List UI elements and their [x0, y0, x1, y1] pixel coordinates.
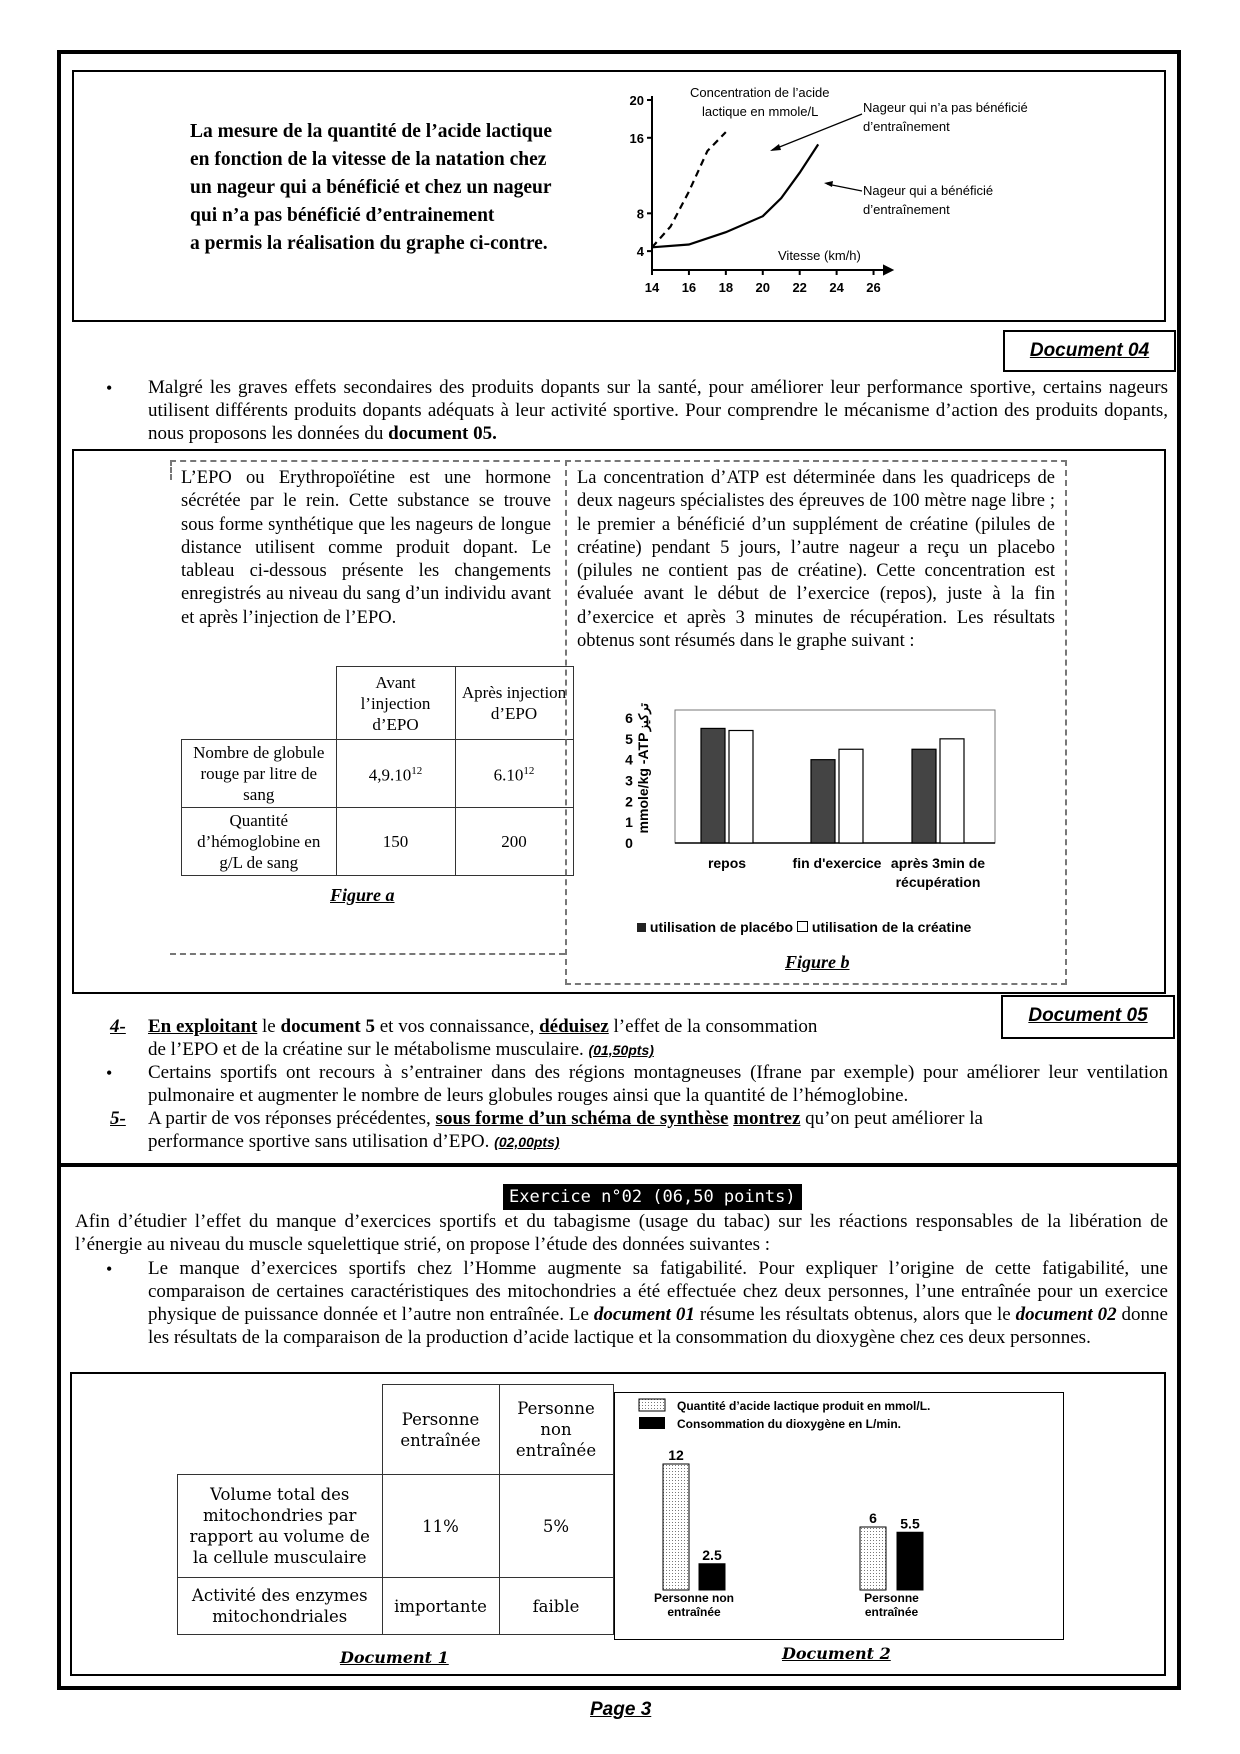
- annotation-arrowhead: [824, 181, 833, 187]
- y-tick-label: 6: [625, 710, 633, 726]
- fig-a-divider-bottom: [170, 953, 565, 955]
- series-line: [652, 144, 818, 247]
- y-axis-label: mmole/kg -ATP: [635, 732, 651, 834]
- bar-value-label: 6: [869, 1510, 877, 1526]
- bar: [663, 1464, 689, 1590]
- fig-a-caption: Figure a: [330, 885, 395, 905]
- row-label-enzymes: Activité des enzymes mitochondriales: [178, 1578, 383, 1635]
- lactic-acid-line-chart: [629, 85, 1028, 316]
- doc4-line: un nageur qui a bénéficié et chez un nageur: [190, 177, 552, 198]
- fig-b-legend: [637, 919, 971, 935]
- y-tick-label: 5: [625, 730, 633, 747]
- section-separator: [61, 1163, 1177, 1167]
- atp-bar-chart: [615, 695, 1015, 920]
- legend-swatch-creatine: [797, 921, 808, 932]
- row-label-volume: Volume total des mitochondries par rapport au volume de la cellule musculaire: [178, 1475, 383, 1578]
- doc4-line: qui n’a pas bénéficié d’entrainement: [190, 205, 495, 226]
- row-label-rbc: Nombre de globule rouge par litre de sang: [182, 740, 337, 808]
- q5-schema: sous forme d’un schéma de synthèse: [435, 1108, 729, 1129]
- bullet-icon: •: [106, 378, 113, 398]
- ex2-doc1-ref: document 01: [593, 1304, 695, 1325]
- q4-points: (01,50pts): [588, 1042, 654, 1058]
- q5-text: [148, 1107, 1168, 1154]
- y-tick-label: 4: [636, 244, 644, 260]
- intro-text: Malgré les graves effets secondaires des produits dopants sur la santé, pour améliorer leur performance sportive, certains nageurs utilisent différents produits dopants adéquats à leur activité sportive. Pour comprendre le mécanisme d’action des produits dopants, nous proposons les données du: [148, 377, 1168, 444]
- enzymes-trained: importante: [382, 1578, 499, 1635]
- x-axis-arrow: [884, 266, 892, 274]
- legend-o2: Consommation du dioxygène en L/min.: [677, 1417, 902, 1431]
- intro-paragraph: [148, 376, 1168, 445]
- enzymes-untrained: faible: [499, 1578, 613, 1635]
- ex2-doc2-ref: document 02: [1015, 1304, 1117, 1325]
- doc4-text: [190, 118, 630, 258]
- y-tick-label: 0: [625, 835, 633, 851]
- exponent: 12: [523, 765, 535, 778]
- bar: [811, 760, 835, 843]
- doc4-line: en fonction de la vitesse de la natation chez: [190, 149, 547, 170]
- fig-b-caption: Figure b: [785, 952, 850, 972]
- q4-line2: de l’EPO et de la créatine sur le métabolisme musculaire.: [148, 1039, 589, 1060]
- y-tick-label: 2: [625, 793, 633, 810]
- x-axis-label: Vitesse (km/h): [778, 248, 861, 263]
- category-label: Personne non: [653, 1591, 735, 1605]
- doc4-line: La mesure de la quantité de l’acide lactique: [190, 121, 552, 142]
- y-tick-label: 1: [625, 814, 633, 831]
- empty-cell: [182, 667, 337, 740]
- doc4-line: a permis la réalisation du graphe ci-contre.: [190, 233, 548, 254]
- series-line: [652, 132, 726, 247]
- annotation-arrowhead: [770, 144, 781, 151]
- category-label: fin d'exercice: [792, 855, 882, 871]
- lactic-o2-bar-chart: [615, 1393, 1063, 1639]
- bar: [839, 749, 863, 843]
- fig-a-divider-left: [170, 460, 174, 480]
- y-axis-label: Concentration de l’acide: [690, 85, 830, 100]
- col-header-trained: Personne entraînée: [382, 1385, 499, 1475]
- y-tick-label: 3: [625, 772, 633, 789]
- doc2-caption: Document 2: [782, 1644, 891, 1663]
- q5-line2: performance sportive sans utilisation d’EPO.: [148, 1131, 495, 1152]
- legend-swatch-placebo: [637, 923, 646, 932]
- x-tick-label: 16: [681, 280, 697, 295]
- fig-b-text: La concentration d’ATP est déterminée dans les quadriceps de deux nageurs spécialistes des épreuves de 100 mètre nage libre ; le premier a bénéficié d’un supplément de créatine (pilules de créatine) pendant 5 jours, l’autre nageur a reçu un placebo (pilules ne contient pas de créatine). Cette concentration est évaluée avant le début de l’exercice (repos), juste à la fin d’exercice et après 3 minutes de récupération. Les résultats obtenus sont résumés dans le graphe suivant :: [577, 468, 1055, 652]
- bar: [701, 728, 725, 843]
- category-label: repos: [707, 855, 747, 871]
- x-tick-label: 24: [829, 280, 844, 295]
- x-tick-label: 22: [792, 280, 807, 295]
- legend-creatine: utilisation de la créatine: [811, 919, 972, 935]
- ex2-b1-text: donne les résultats de la comparaison de la production d’acide lactique et la consommation du dioxygène chez ces deux personnes.: [148, 1304, 1168, 1348]
- hb-before: 150: [336, 808, 455, 876]
- mitochondria-table: [177, 1384, 614, 1635]
- y-tick-label: 8: [636, 206, 644, 222]
- q4-doc-ref: document 5: [280, 1016, 375, 1037]
- exercise2-title: Exercice n°02 (06,50 points): [503, 1184, 802, 1210]
- value: 6.10: [493, 765, 524, 785]
- x-tick-label: 14: [644, 280, 660, 295]
- q5-number: 5-: [110, 1108, 126, 1129]
- series-label: d’entraînement: [863, 119, 950, 134]
- bar-value-label: 12: [668, 1447, 684, 1463]
- fig-a-divider-top: [170, 460, 560, 462]
- bullet-icon: •: [106, 1063, 113, 1083]
- rbc-before: [336, 740, 455, 808]
- empty-cell: [178, 1385, 383, 1475]
- q4-text: [148, 1015, 998, 1062]
- x-tick-label: 18: [718, 280, 734, 295]
- q4-text-part: l’effet de la consommation: [608, 1016, 818, 1037]
- category-label: Personne: [864, 1591, 919, 1605]
- bar: [860, 1527, 886, 1590]
- doc4-label: Document 04: [1003, 330, 1176, 372]
- y-tick-label: 16: [629, 130, 644, 146]
- bar-value-label: 5.5: [900, 1515, 920, 1532]
- doc5-label: Document 05: [1001, 995, 1175, 1039]
- ex2-b1-text: Le manque d’exercices sportifs chez l’Homme augmente sa fatigabilité. Pour expliquer l’origine de cette fatigabilité, une comparaison de certaines caractéristiques des mitochondries a été effectuée chez deux personnes, l’une entraînée pour un exercice physique de puissance donnée et l’autre non entraînée. Le: [148, 1258, 1168, 1325]
- q5-text-part: A partir de vos réponses précédentes,: [148, 1108, 436, 1129]
- q4-number: 4-: [110, 1016, 126, 1037]
- bar: [940, 739, 964, 843]
- page-number: Page 3: [590, 1699, 652, 1720]
- series-label: d’entraînement: [863, 202, 950, 217]
- col-header-untrained: Personne non entraînée: [499, 1385, 613, 1475]
- x-tick-label: 26: [866, 280, 881, 295]
- volume-untrained: 5%: [499, 1475, 613, 1578]
- row-label-hb: Quantité d’hémoglobine en g/L de sang: [182, 808, 337, 876]
- fig-a-text: L’EPO ou Erythropoïétine est une hormone sécrétée par le rein. Cette substance se trouve sous forme synthétique que les nageurs de longue distance utilisent comme produit dopant. Le tableau ci-dessous présente les changements enregistrés au niveau du sang d’un individu avant et après l’injection de l’EPO.: [181, 468, 551, 628]
- col-header-after: Après injection d’EPO: [455, 667, 573, 740]
- x-tick-label: 20: [755, 280, 771, 295]
- q4-verb-exploit: En exploitant: [148, 1016, 258, 1037]
- legend-swatch-lactic: [639, 1399, 665, 1411]
- category-label: entraînée: [667, 1605, 721, 1619]
- series-label: Nageur qui n’a pas bénéficié: [863, 100, 1028, 115]
- legend-swatch-o2: [639, 1417, 665, 1429]
- category-label: après 3min de: [890, 855, 986, 871]
- epo-table: [181, 666, 574, 876]
- y-axis-label: lactique en mmole/L: [702, 104, 819, 119]
- value: 4,9.10: [368, 765, 412, 785]
- y-tick-label: 20: [629, 93, 644, 108]
- ex2-b1-text: résume les résultats obtenus, alors que le: [694, 1304, 1016, 1325]
- ex2-intro: Afin d’étudier l’effet du manque d’exercices sportifs et du tabagisme (usage du tabac) sur les réactions responsables de la libération de l’énergie au niveau du muscle squelettique strié, on propose l’étude des données suivantes :: [75, 1211, 1168, 1255]
- series-label: Nageur qui a bénéficié: [863, 183, 994, 198]
- volume-trained: 11%: [382, 1475, 499, 1578]
- bar: [729, 731, 753, 844]
- ex2-bullet1: [148, 1257, 1168, 1349]
- bar: [699, 1564, 725, 1590]
- col-header-before: Avant l’injection d’EPO: [336, 667, 455, 740]
- category-label: récupération: [895, 874, 981, 890]
- q5-points: (02,00pts): [494, 1134, 560, 1150]
- rbc-after: [455, 740, 573, 808]
- legend-placebo: utilisation de placébo: [649, 919, 794, 935]
- legend-lactic: Quantité d’acide lactique produit en mmol/L.: [677, 1399, 931, 1413]
- bar: [897, 1532, 923, 1590]
- hb-after: 200: [455, 808, 573, 876]
- bullet-icon: •: [106, 1259, 113, 1279]
- q5-verb-show: montrez: [733, 1108, 801, 1129]
- y-axis-label-ar: تركيز: [636, 703, 651, 732]
- q4-text-part: le: [257, 1016, 281, 1037]
- y-tick-label: 4: [625, 751, 633, 768]
- exponent: 12: [411, 765, 423, 778]
- category-label: entraînée: [864, 1605, 919, 1619]
- bullet2-text: Certains sportifs ont recours à s’entrainer dans des régions montagneuses (Ifrane par exemple) pour améliorer leur ventilation pulmonaire et augmenter le nombre de leurs globules rouges ainsi que la quantité de l’hémoglobine.: [148, 1062, 1168, 1106]
- doc1-caption: Document 1: [340, 1648, 449, 1667]
- bar-value-label: 2.5: [702, 1546, 722, 1563]
- intro-bold: document 05.: [388, 423, 497, 444]
- q4-verb-deduce: déduisez: [539, 1016, 609, 1037]
- bar: [912, 749, 936, 843]
- q5-text-part: qu’on peut améliorer la: [800, 1108, 983, 1129]
- q4-text-part: et vos connaissance,: [374, 1016, 540, 1037]
